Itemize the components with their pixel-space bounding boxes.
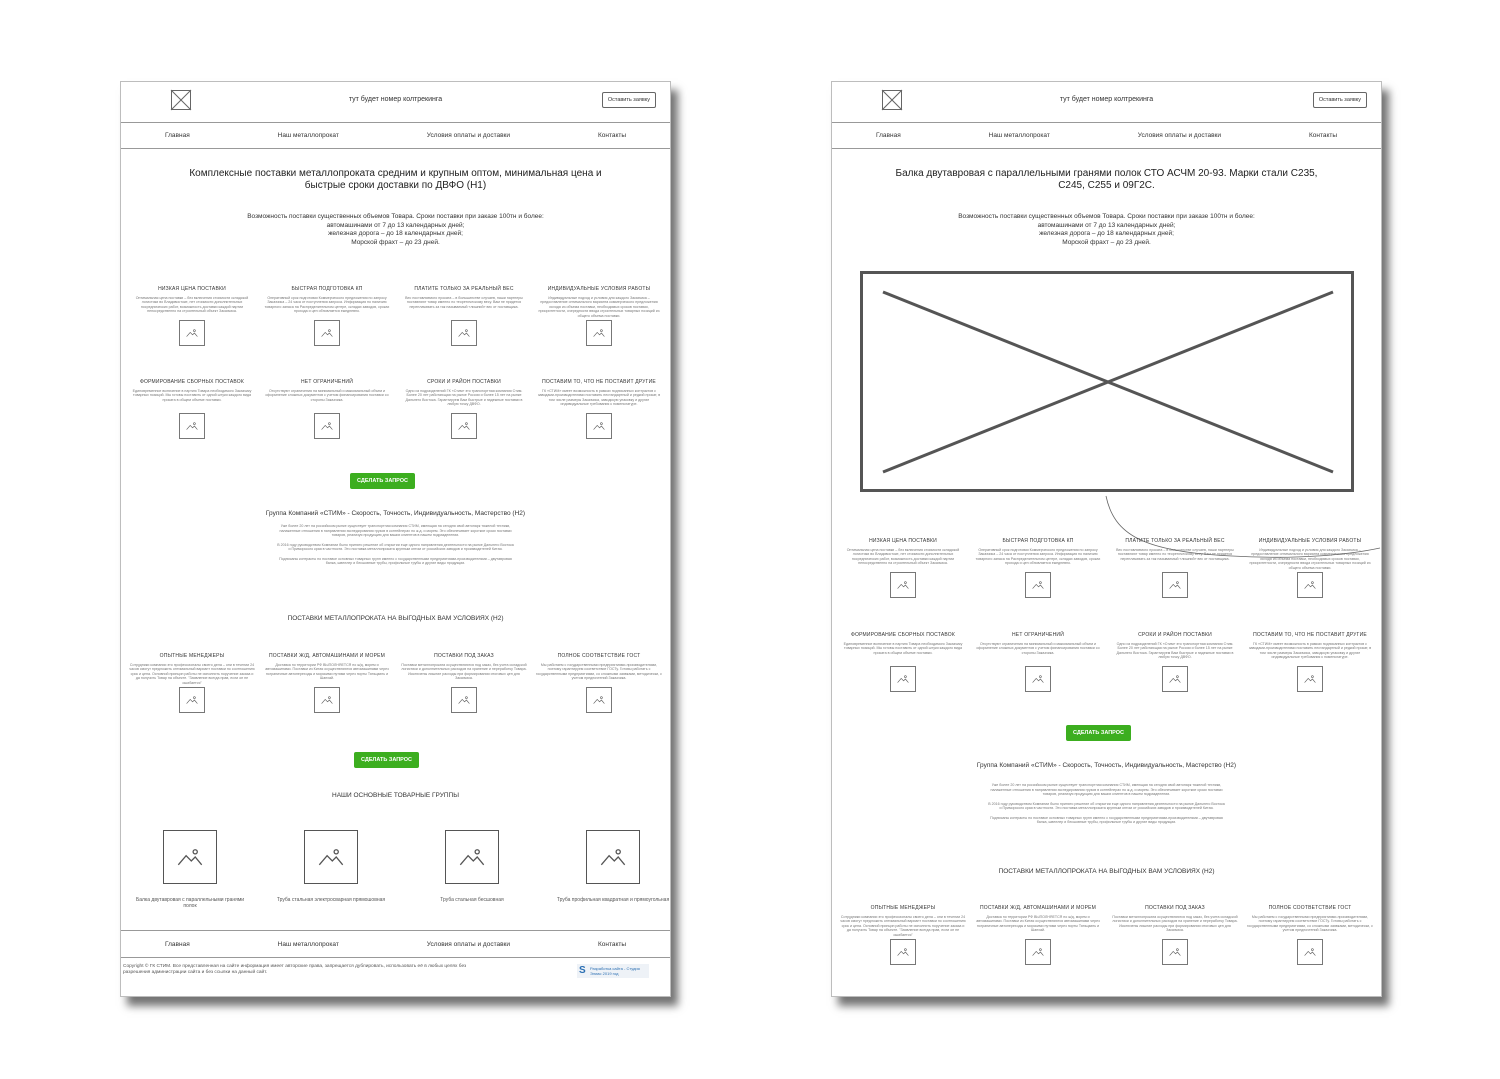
- term-title: ОПЫТНЫЕ МЕНЕДЖЕРЫ: [870, 905, 936, 911]
- feature-card: [1247, 632, 1373, 692]
- image-placeholder-icon: [314, 413, 340, 439]
- lead-item: Морской фрахт – до 23 дней.: [351, 238, 440, 246]
- about-text: [987, 783, 1226, 830]
- about-paragraph: Подписаны контракты по поставке основных товарных групп именно с государственными предприятиями-производителями – двутавровая балка, швеллер и бесшовные трубы, профильные трубы и другие виды продукции.: [990, 815, 1223, 824]
- image-placeholder-icon: [1162, 939, 1188, 965]
- about-title: Группа Компаний «СТИМ» - Скорость, Точность, Индивидуальность, Мастерство (Н2): [265, 510, 526, 517]
- top-nav: [832, 122, 1381, 149]
- feature-title: БЫСТРАЯ ПОДГОТОВКА КП: [1002, 538, 1074, 544]
- term-title: ПОСТАВКИ Ж/Д, АВТОМАШИНАМИ И МОРЕМ: [979, 905, 1097, 911]
- nav-contacts[interactable]: Контакты: [597, 131, 627, 139]
- image-placeholder-glyph: [321, 694, 333, 706]
- image-placeholder-glyph: [1169, 946, 1181, 958]
- term-desc: Мы работаем с государственными предприятиями-производителями, поэтому гарантируем соответствие ГОСТу. Готовы работать с государственными предприятиями, со сложными заявками, методически, с учетом предпочтений Заказчика.: [1247, 915, 1373, 933]
- feature-desc: Оперативный срок подготовки Коммерческого предложения по запросу Заказчика – 24 часа от поступления запроса. Информация по наличию товарного запаса на Распределительном центре, складах заводов, сроках прохода и цен обновляется ежедневно.: [264, 296, 390, 314]
- image-placeholder-glyph: [458, 694, 470, 706]
- image-placeholder-icon: [1025, 939, 1051, 965]
- lead-item: автомашинами от 7 до 13 календарных дней;: [1037, 221, 1176, 229]
- term-desc: Поставки металлопроката осуществляются под заказ, без учета складской логистики и дополнительных расходов на хранение и переработку Товара. Исключены лишние расходы при формировании итоговых цен для Заказчика.: [1112, 915, 1238, 933]
- product-group-label: Труба стальная бесшовная: [440, 897, 504, 903]
- image-placeholder-icon: [179, 413, 205, 439]
- feature-card: [975, 538, 1101, 598]
- about-paragraph: В 2016 году руководством Компании было принято решение об открытии еще одного направления деятельности на рынке Дальнего Востока и Приморского края в частности. Это поставка металлопроката крупным оптом от российских заводов и производителей Китая.: [277, 542, 514, 551]
- feature-title: ПОСТАВИМ ТО, ЧТО НЕ ПОСТАВИТ ДРУГИЕ: [1253, 632, 1367, 638]
- image-placeholder-glyph: [321, 420, 333, 432]
- term-card: [840, 905, 966, 965]
- feature-title: ФОРМИРОВАНИЕ СБОРНЫХ ПОСТАВОК: [139, 379, 245, 385]
- image-placeholder-glyph: [186, 420, 198, 432]
- about-paragraph: Уже более 20 лет на российском рынке существует транспортная компания СТИМ, имеющая на сегодня свой автопарк тяжелой техники, налаженные отношения в направлении экспедирования грузов в контейнерах по ж.д. и морем. Это обеспечивает короткие сроки поставки товаров, реализуя продукцию для ваших клиентов в нашем подразделении.: [990, 783, 1223, 796]
- terms-title: ПОСТАВКИ МЕТАЛЛОПРОКАТА НА ВЫГОДНЫХ ВАМ УСЛОВИЯХ (Н2): [287, 615, 504, 622]
- feature-desc: Оперативный срок подготовки Коммерческого предложения по запросу Заказчика – 24 часа от поступления запроса. Информация по наличию товарного запаса на Распределительном центре, складах заводов, сроках прохода и цен обновляется ежедневно.: [975, 548, 1101, 566]
- image-placeholder-icon: [1297, 572, 1323, 598]
- call-tracking-number: тут будет номер колтрекинга: [1059, 96, 1154, 103]
- image-placeholder-icon: [586, 687, 612, 713]
- feature-desc: Одно из подразделений ГК «Стим» это транспортная компания Стим. Более 20 лет работающая на рынке России и более 15 лет на рынке Дальнего Востока. Гарантируем Вам быстрые и надежные поставки в любую точку ДВФО.: [405, 389, 523, 407]
- product-group-label: Труба стальная электросварная прямошовная: [276, 897, 386, 903]
- product-group-card[interactable]: [271, 830, 391, 903]
- image-placeholder-glyph: [897, 946, 909, 958]
- image-placeholder-glyph: [1169, 673, 1181, 685]
- nav-metal[interactable]: Наш металлопрокат: [277, 131, 339, 139]
- footer-nav: [121, 930, 670, 958]
- image-placeholder-icon: [451, 413, 477, 439]
- wireframe-main-page: [120, 81, 671, 997]
- feature-card: [401, 379, 527, 439]
- term-title: ПОЛНОЕ СООТВЕТСТВИЕ ГОСТ: [557, 653, 641, 659]
- image-placeholder-glyph: [1304, 579, 1316, 591]
- term-desc: Поставки металлопроката осуществляются под заказ, без учета складской логистики и дополнительных расходов на хранение и переработку Товара. Исключены лишние расходы при формировании итоговых цен для Заказчика.: [401, 663, 527, 681]
- term-title: ПОСТАВКИ ПОД ЗАКАЗ: [434, 653, 494, 659]
- feature-card: [129, 379, 255, 439]
- feature-desc: ГК «СТИМ» имеет возможность в рамках подписанных контрактов с заводами-производителями поставить нестандартный и редкий прокат, в том числе размеры Заказчика, заводскую упаковку и другие индивидуальные требования к номенклатуре.: [1248, 642, 1372, 660]
- nav-metal[interactable]: Наш металлопрокат: [988, 131, 1050, 139]
- nav-payment-delivery[interactable]: Условия оплаты и доставки: [426, 940, 511, 948]
- feature-desc: ГК «СТИМ» имеет возможность в рамках подписанных контрактов с заводами-производителями поставить нестандартный и редкий прокат, в том числе размеры Заказчика, заводскую упаковку и другие индивидуальные требования к номенклатуре.: [537, 389, 661, 407]
- image-placeholder-icon: [890, 939, 916, 965]
- term-desc: Сотрудники компании это профессионалы своего дела – они в течении 24 часов смогут предложить оптимальный вариант поставки по соотношению срок и цена. Основной принцип работы не исполнить поручение заказа и да получить Товар на объекте. "Заявление всегда прав, если он не ошибается": [129, 663, 255, 685]
- call-tracking-number: тут будет номер колтрекинга: [348, 96, 443, 103]
- feature-desc: Оптимальная цена поставки – без включения стоимости складской логистики во Владивостоке, нет стоимости дополнительных посреднических работ, возможность доставки каждой партии непосредственно на строительный объект Заказчика.: [135, 296, 249, 314]
- image-placeholder-icon: [179, 687, 205, 713]
- image-placeholder-icon: [451, 687, 477, 713]
- nav-home[interactable]: Главная: [164, 131, 190, 139]
- term-card: [536, 653, 662, 713]
- feature-card: [1247, 538, 1373, 598]
- feature-desc: Отсутствуют ограничения на минимальный и максимальный объем и оформление сложных документов с учетом финансирования поставки со стороны Заказчика.: [976, 642, 1100, 655]
- feature-desc: Вес поставляемого проката – в большинстве случаев, наши партнеры поставляют товар именно по теоретическому весу. Вам не придется переплачивать за так называемый «лишний» вес от поставщика.: [405, 296, 523, 309]
- top-nav: [121, 122, 670, 149]
- image-placeholder-glyph: [1169, 579, 1181, 591]
- nav-payment-delivery[interactable]: Условия оплаты и доставки: [1137, 131, 1222, 139]
- about-title: Группа Компаний «СТИМ» - Скорость, Точность, Индивидуальность, Мастерство (Н2): [976, 762, 1237, 769]
- image-placeholder-glyph: [458, 327, 470, 339]
- image-placeholder-icon: [586, 830, 640, 884]
- leave-request-button[interactable]: Оставить заявку: [602, 92, 656, 108]
- feature-card: [536, 286, 662, 346]
- image-placeholder-icon: [1025, 572, 1051, 598]
- image-placeholder-icon: [890, 666, 916, 692]
- copyright: Copyright © ГК СТИМ. Все представленная на сайте информация имеет авторские права, запрещается дублировать, использовать её в любых целях без разрешения администрации сайта и без ссылки на данный сайт.: [123, 964, 467, 975]
- image-placeholder-icon: [314, 687, 340, 713]
- feature-desc: Индивидуальные подход и условия для каждого Заказчика – предоставление оптимального варианта коммерческого предложения исходя из объема поставки, необходимых сроков поставки, приоритетности, очередности ввода строительных товарных позиций из общего объема поставки.: [1249, 548, 1371, 570]
- lead-item: автомашинами от 7 до 13 календарных дней;: [326, 221, 465, 229]
- feature-title: БЫСТРАЯ ПОДГОТОВКА КП: [291, 286, 363, 292]
- feature-desc: Вес поставляемого проката – в большинстве случаев, наши партнеры поставляют товар именно по теоретическому весу. Вам не придется переплачивать за так называемый «лишний» вес от поставщика.: [1116, 548, 1234, 561]
- feature-title: ФОРМИРОВАНИЕ СБОРНЫХ ПОСТАВОК: [850, 632, 956, 638]
- image-placeholder-icon: [586, 320, 612, 346]
- feature-card: [129, 286, 255, 346]
- product-group-card[interactable]: [412, 830, 532, 903]
- feature-title: НЕТ ОГРАНИЧЕНИЙ: [1012, 632, 1064, 638]
- feature-card: [840, 538, 966, 598]
- image-placeholder-icon: [1162, 572, 1188, 598]
- feature-desc: Индивидуальные подход и условия для каждого Заказчика – предоставление оптимального варианта коммерческого предложения исходя из объема поставки, необходимых сроков поставки, приоритетности, очередности ввода строительных товарных позиций из общего объема поставки.: [538, 296, 660, 318]
- image-placeholder-glyph: [593, 420, 605, 432]
- image-placeholder-glyph: [318, 844, 344, 870]
- image-placeholder-glyph: [1032, 579, 1044, 591]
- image-placeholder-icon: [451, 320, 477, 346]
- leave-request-button[interactable]: Оставить заявку: [1313, 92, 1367, 108]
- feature-title: ПЛАТИТЕ ТОЛЬКО ЗА РЕАЛЬНЫЙ ВЕС: [414, 286, 514, 292]
- make-request-button[interactable]: СДЕЛАТЬ ЗАПРОС: [354, 752, 419, 768]
- lead-item: Морской фрахт – до 23 дней.: [1062, 238, 1151, 246]
- image-placeholder-glyph: [459, 844, 485, 870]
- image-placeholder-glyph: [321, 327, 333, 339]
- image-placeholder-glyph: [1304, 946, 1316, 958]
- page-title: Комплексные поставки металлопроката средним и крупным оптом, минимальная цена и быстрые сроки доставки по ДВФО (Н1): [189, 168, 602, 191]
- image-placeholder-icon: [163, 830, 217, 884]
- image-placeholder-glyph: [897, 579, 909, 591]
- lead-item: железная дорога – до 18 календарных дней;: [328, 230, 463, 237]
- product-group-card[interactable]: [130, 830, 250, 909]
- term-card: [1112, 905, 1238, 965]
- feature-card: [1112, 538, 1238, 598]
- term-desc: Сотрудники компании это профессионалы своего дела – они в течении 24 часов смогут предложить оптимальный вариант поставки по соотношению срок и цена. Основной принцип работы не исполнить поручение заказа и да получить Товар на объекте. "Заявление всегда прав, если он не ошибается": [840, 915, 966, 937]
- term-desc: Мы работаем с государственными предприятиями-производителями, поэтому гарантируем соответствие ГОСТу. Готовы работать с государственными предприятиями, со сложными заявками, методически, с учетом предпочтений Заказчика.: [536, 663, 662, 681]
- image-placeholder-icon: [1025, 666, 1051, 692]
- nav-metal[interactable]: Наш металлопрокат: [277, 940, 339, 948]
- feature-title: СРОКИ И РАЙОН ПОСТАВКИ: [427, 379, 501, 385]
- term-card: [1247, 905, 1373, 965]
- image-placeholder-icon: [586, 413, 612, 439]
- image-placeholder-glyph: [458, 420, 470, 432]
- about-paragraph: В 2016 году руководством Компании было принято решение об открытии еще одного направления деятельности на рынке Дальнего Востока и Приморского края в частности. Это поставка металлопроката крупным оптом от российских заводов и производителей Китая.: [988, 801, 1225, 810]
- feature-desc: Отсутствуют ограничения на минимальный и максимальный объем и оформление сложных документов с учетом финансирования поставки со стороны Заказчика.: [265, 389, 389, 402]
- developer-badge[interactable]: [577, 964, 649, 978]
- feature-title: ПОСТАВИМ ТО, ЧТО НЕ ПОСТАВИТ ДРУГИЕ: [542, 379, 656, 385]
- image-placeholder-glyph: [593, 694, 605, 706]
- feature-title: ИНДИВИДУАЛЬНЫЕ УСЛОВИЯ РАБОТЫ: [547, 286, 651, 292]
- header: [121, 82, 670, 123]
- image-placeholder-glyph: [897, 673, 909, 685]
- about-text: [276, 524, 515, 571]
- feature-card: [536, 379, 662, 439]
- nav-home[interactable]: Главная: [875, 131, 901, 139]
- term-title: ПОСТАВКИ Ж/Д, АВТОМАШИНАМИ И МОРЕМ: [268, 653, 386, 659]
- image-placeholder-glyph: [1032, 946, 1044, 958]
- term-title: ПОСТАВКИ ПОД ЗАКАЗ: [1145, 905, 1205, 911]
- image-placeholder-glyph: [177, 844, 203, 870]
- product-group-label: Труба профильная квадратная и прямоугольная: [556, 897, 670, 903]
- banner-cross: [863, 274, 1351, 489]
- header: [832, 82, 1381, 123]
- nav-contacts[interactable]: Контакты: [1308, 131, 1338, 139]
- developer-text: Разработка сайта - Студия Элиас 2019 год: [590, 966, 640, 976]
- nav-home[interactable]: Главная: [164, 940, 190, 948]
- feature-card: [1112, 632, 1238, 692]
- image-placeholder-glyph: [1032, 673, 1044, 685]
- term-card: [264, 653, 390, 713]
- feature-desc: Оптимальная цена поставки – без включения стоимости складской логистики во Владивостоке, нет стоимости дополнительных посреднических работ, возможность доставки каждой партии непосредственно на строительный объект Заказчика.: [846, 548, 960, 566]
- feature-title: НИЗКАЯ ЦЕНА ПОСТАВКИ: [869, 538, 937, 544]
- term-title: ПОЛНОЕ СООТВЕТСТВИЕ ГОСТ: [1268, 905, 1352, 911]
- lead-text: Возможность поставки существенных объемов Товара. Сроки поставки при заказе 100тн и более:: [958, 213, 1255, 220]
- image-placeholder-icon: [445, 830, 499, 884]
- feature-desc: Единовременное включение в партию Товара необходимого Заказчику товарных позиций. Мы готовы поставить от одной штуки каждого вида проката в общем объеме поставки.: [132, 389, 252, 402]
- page-title: Балка двутавровая с параллельными гранями полок СТО АСЧМ 20-93. Марки стали С235, С245, С255 и 09Г2С.: [895, 168, 1318, 191]
- term-desc: Доставка по территории РФ ВЫПОЛНЯЕТСЯ по ж/д, морем и автомашинами. Поставки из Китая осуществляются автомашинами через пограничные автопереходы и морскими путями через порты Тяньцзинь и Шанхай.: [265, 663, 389, 681]
- product-group-label: Балка двутавровая с параллельными гранями полок: [135, 897, 245, 909]
- image-placeholder-glyph: [186, 327, 198, 339]
- nav-contacts[interactable]: Контакты: [597, 940, 627, 948]
- lead-item: железная дорога – до 18 календарных дней;: [1039, 230, 1174, 237]
- term-desc: Доставка по территории РФ ВЫПОЛНЯЕТСЯ по ж/д, морем и автомашинами. Поставки из Китая осуществляются автомашинами через пограничные автопереходы и морскими путями через порты Тяньцзинь и Шанхай.: [976, 915, 1100, 933]
- banner-placeholder-icon: [860, 271, 1354, 492]
- image-placeholder-icon: [314, 320, 340, 346]
- feature-title: НЕТ ОГРАНИЧЕНИЙ: [301, 379, 353, 385]
- image-placeholder-glyph: [1304, 673, 1316, 685]
- term-card: [129, 653, 255, 713]
- lead-block: [932, 213, 1281, 247]
- make-request-button[interactable]: СДЕЛАТЬ ЗАПРОС: [350, 473, 415, 489]
- product-groups-title: НАШИ ОСНОВНЫЕ ТОВАРНЫЕ ГРУППЫ: [332, 792, 459, 799]
- developer-logo-icon: S: [579, 965, 586, 976]
- lead-text: Возможность поставки существенных объемов Товара. Сроки поставки при заказе 100тн и более:: [247, 213, 544, 220]
- image-placeholder-icon: [179, 320, 205, 346]
- image-placeholder-icon: [1162, 666, 1188, 692]
- feature-card: [401, 286, 527, 346]
- lead-block: [221, 213, 570, 247]
- image-placeholder-icon: [1297, 939, 1323, 965]
- about-paragraph: Подписаны контракты по поставке основных товарных групп именно с государственными предприятиями-производителями – двутавровая балка, швеллер и бесшовные трубы, профильные трубы и другие виды продукции.: [279, 556, 512, 565]
- make-request-button[interactable]: СДЕЛАТЬ ЗАПРОС: [1066, 725, 1131, 741]
- image-placeholder-icon: [1297, 666, 1323, 692]
- image-placeholder-glyph: [600, 844, 626, 870]
- terms-title: ПОСТАВКИ МЕТАЛЛОПРОКАТА НА ВЫГОДНЫХ ВАМ УСЛОВИЯХ (Н2): [998, 868, 1215, 875]
- feature-desc: Единовременное включение в партию Товара необходимого Заказчику товарных позиций. Мы готовы поставить от одной штуки каждого вида проката в общем объеме поставки.: [843, 642, 963, 655]
- nav-payment-delivery[interactable]: Условия оплаты и доставки: [426, 131, 511, 139]
- feature-card: [264, 286, 390, 346]
- feature-card: [264, 379, 390, 439]
- feature-card: [975, 632, 1101, 692]
- feature-title: СРОКИ И РАЙОН ПОСТАВКИ: [1138, 632, 1212, 638]
- product-group-card[interactable]: [553, 830, 673, 903]
- feature-title: НИЗКАЯ ЦЕНА ПОСТАВКИ: [158, 286, 226, 292]
- image-placeholder-glyph: [186, 694, 198, 706]
- image-placeholder-icon: [304, 830, 358, 884]
- image-placeholder-glyph: [593, 327, 605, 339]
- wireframe-product-page: [831, 81, 1382, 997]
- term-title: ОПЫТНЫЕ МЕНЕДЖЕРЫ: [159, 653, 225, 659]
- feature-desc: Одно из подразделений ГК «Стим» это транспортная компания Стим. Более 20 лет работающая на рынке России и более 15 лет на рынке Дальнего Востока. Гарантируем Вам быстрые и надежные поставки в любую точку ДВФО.: [1116, 642, 1234, 660]
- feature-card: [840, 632, 966, 692]
- term-card: [401, 653, 527, 713]
- about-paragraph: Уже более 20 лет на российском рынке существует транспортная компания СТИМ, имеющая на сегодня свой автопарк тяжелой техники, налаженные отношения в направлении экспедирования грузов в контейнерах по ж.д. и морем. Это обеспечивает короткие сроки поставки товаров, реализуя продукцию для ваших клиентов в нашем подразделении.: [279, 524, 512, 537]
- image-placeholder-icon: [890, 572, 916, 598]
- term-card: [975, 905, 1101, 965]
- feature-title: ИНДИВИДУАЛЬНЫЕ УСЛОВИЯ РАБОТЫ: [1258, 538, 1362, 544]
- feature-title: ПЛАТИТЕ ТОЛЬКО ЗА РЕАЛЬНЫЙ ВЕС: [1125, 538, 1225, 544]
